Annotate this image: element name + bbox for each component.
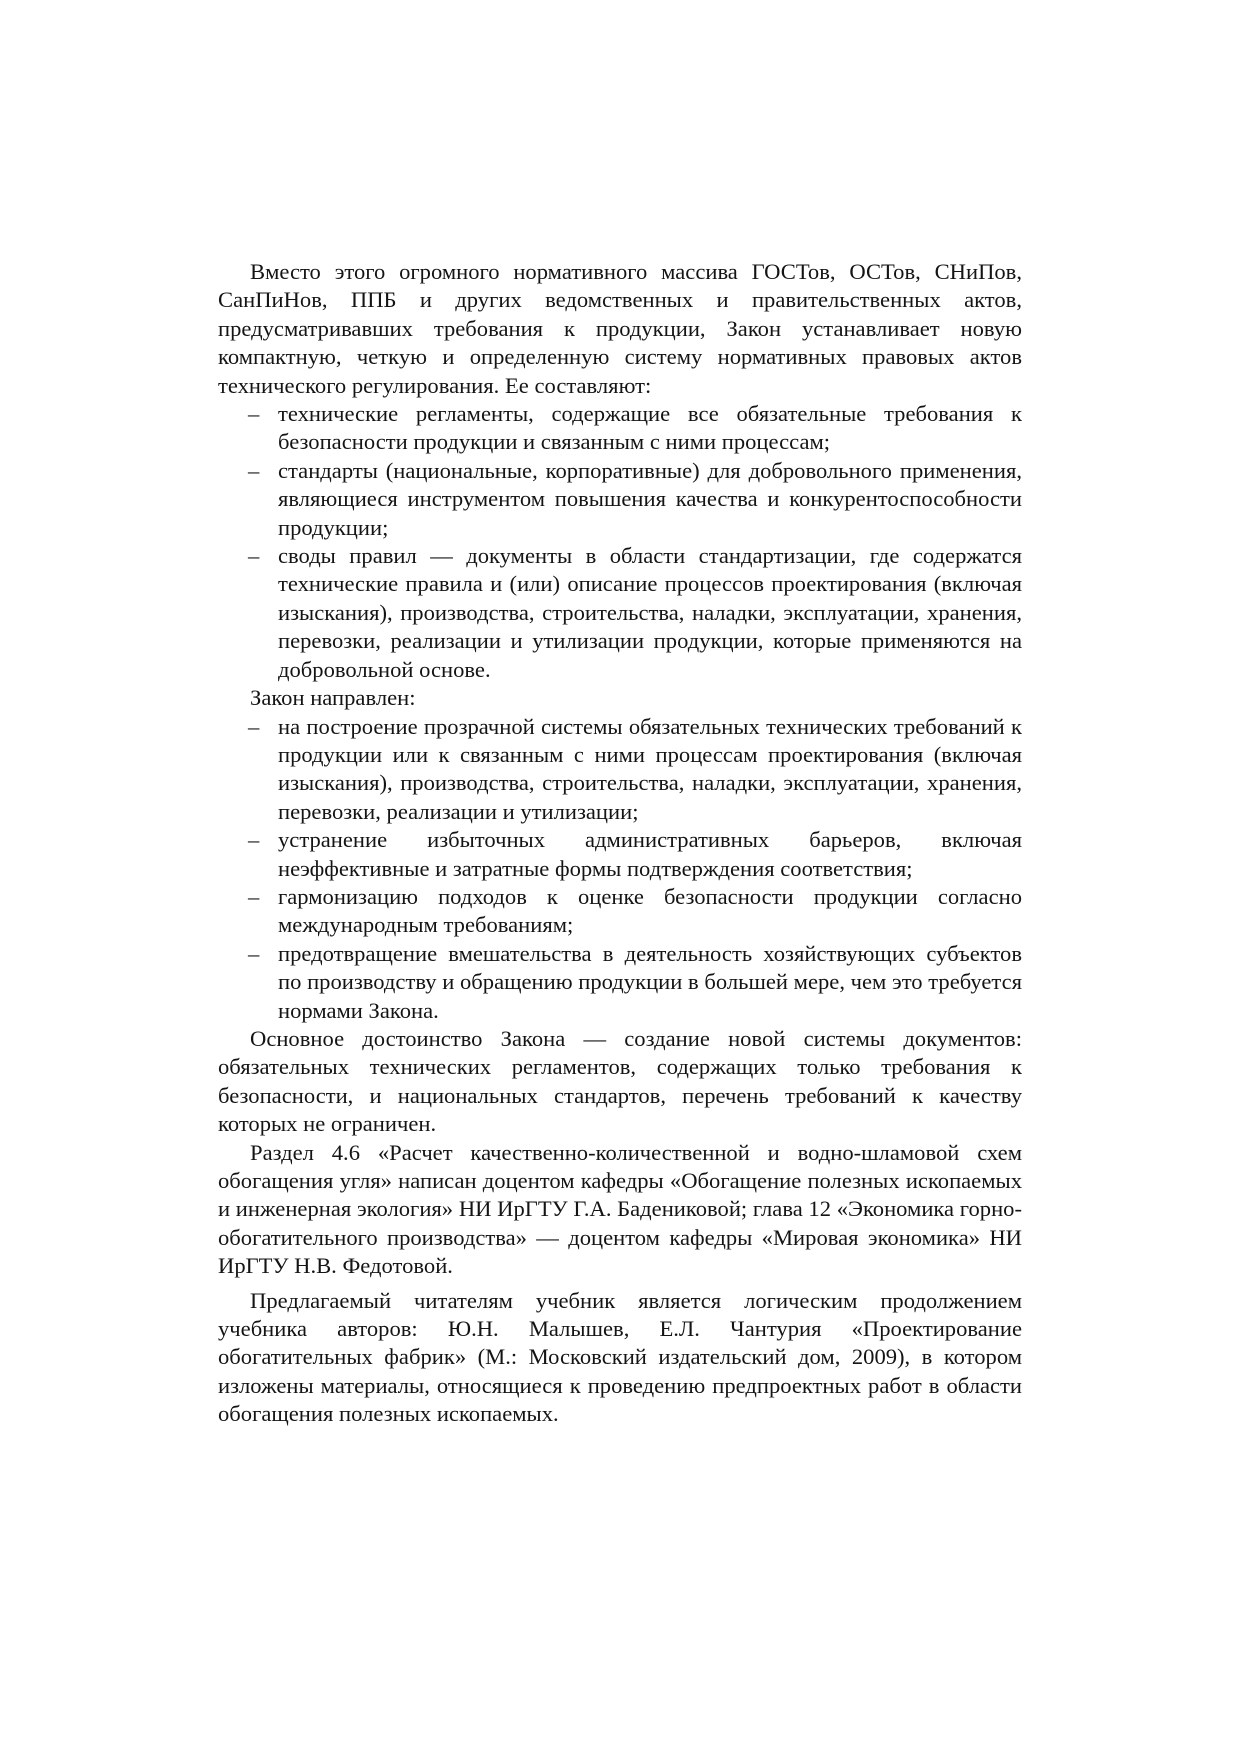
continuation-paragraph: Предлагаемый читателям учебник является логическим продолжением учебника авторов: Ю.Н. Малышев, Е.Л. Чантурия «Проектирование обогатительных фабрик» (М.: Московский издательский дом, 2009), в котором изложены материалы, относящиеся к проведению предпроектных работ в области обогащения полезных ископаемых. xyxy=(218,1287,1022,1427)
law-aims-list xyxy=(218,713,1022,1025)
list-dash: – xyxy=(248,543,260,569)
intro-paragraph: Вместо этого огромного нормативного массива ГОСТов, ОСТов, СНиПов, СанПиНов, ППБ и других ведомственных и правительственных актов, предусматривавших требования к продукции, Закон устанавливает новую компактную, четкую и определенную систему нормативных правовых актов технического регулирования. Ее составляют: xyxy=(218,259,1022,398)
regulation-components-list xyxy=(218,400,1022,684)
list-item xyxy=(218,883,1022,940)
authorship-paragraph: Раздел 4.6 «Расчет качественно-количественной и водно-шламовой схем обогащения угля» написан доцентом кафедры «Обогащение полезных ископаемых и инженерная экология» НИ ИрГТУ Г.А. Бадениковой; глава 12 «Экономика горно-обогатительного производства» — доцентом кафедры «Мировая экономика» НИ ИрГТУ Н.В. Федотовой. xyxy=(218,1139,1022,1279)
main-advantage-paragraph: Основное достоинство Закона — создание новой системы документов: обязательных технических регламентов, содержащих только требования к безопасности, и национальных стандартов, перечень требований к качеству которых не ограничен. xyxy=(218,1025,1022,1137)
list-item xyxy=(218,826,1022,883)
list-dash: – xyxy=(248,401,260,427)
list-dash: – xyxy=(248,713,260,739)
list-dash: – xyxy=(248,940,260,966)
list-item xyxy=(218,457,1022,542)
list-item-text: гармонизацию подходов к оценке безопасности продукции согласно международным требованиям; xyxy=(278,883,1022,938)
list-item-text: своды правил — документы в области стандартизации, где содержатся технические правила и (или) описание процессов проектирования (включая изыскания), производства, строительства, наладки, эксплуатации, хранения, перевозки, реализации и утилизации продукции, которые применяются на добровольной основе. xyxy=(278,543,1022,682)
list-dash: – xyxy=(248,827,260,853)
list-item-text: на построение прозрачной системы обязательных технических требований к продукции или к связанным с ними процессам проектирования (включая изыскания), производства, строительства, наладки, эксплуатации, хранения, перевозки, реализации и утилизации; xyxy=(278,713,1022,824)
list-item xyxy=(218,542,1022,684)
document-page xyxy=(218,258,1022,1429)
list-dash: – xyxy=(248,883,260,909)
list-item-text: технические регламенты, содержащие все обязательные требования к безопасности продукции и связанным с ними процессам; xyxy=(278,401,1022,455)
list-dash: – xyxy=(248,457,260,483)
list-item-text: предотвращение вмешательства в деятельность хозяйствующих субъектов по производству и обращению продукции в большей мере, чем это требуется нормами Закона. xyxy=(278,940,1022,1023)
list-item-text: стандарты (национальные, корпоративные) для добровольного применения, являющиеся инструментом повышения качества и конкурентоспособности продукции; xyxy=(278,457,1022,540)
list-item xyxy=(218,940,1022,1025)
list-item xyxy=(218,400,1022,457)
list-item-text: устранение избыточных административных барьеров, включая неэффективные и затратные формы подтверждения соответствия; xyxy=(278,827,1022,881)
law-aim-lead: Закон направлен: xyxy=(250,685,416,711)
list-item xyxy=(218,713,1022,827)
